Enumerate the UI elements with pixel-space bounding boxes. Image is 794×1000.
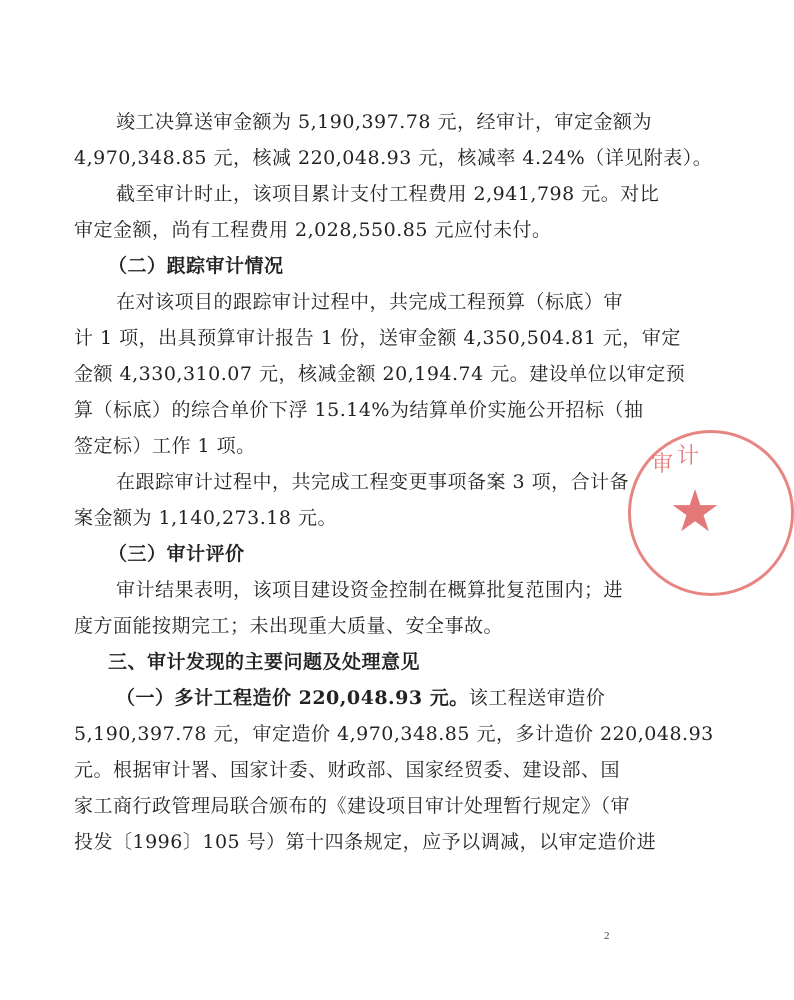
page-number: 2 xyxy=(604,930,610,942)
para-2-line-2: 审定金额，尚有工程费用 2,028,550.85 元应付未付。 xyxy=(74,219,552,241)
official-seal xyxy=(628,430,794,596)
section-heading-2: （二）跟踪审计情况 xyxy=(108,255,284,277)
seal-char-1: 审 xyxy=(651,452,674,477)
issue-heading-1: （一）多计工程造价 220,048.93 元。 xyxy=(116,687,469,709)
section-heading-3: （三）审计评价 xyxy=(108,543,245,565)
para-3-line-1: 在对该项目的跟踪审计过程中，共完成工程预算（标底）审 xyxy=(116,291,624,313)
chapter-heading-3: 三、审计发现的主要问题及处理意见 xyxy=(108,651,421,673)
para-6-line-3: 元。根据审计署、国家计委、财政部、国家经贸委、建设部、国 xyxy=(74,759,621,781)
star-icon: ★ xyxy=(669,477,721,545)
para-3-line-3: 金额 4,330,310.07 元，核减金额 20,194.74 元。建设单位以审定预 xyxy=(74,363,686,385)
para-3-line-2: 计 1 项，出具预算审计报告 1 份，送审金额 4,350,504.81 元，审定 xyxy=(74,327,681,349)
para-6-line-5: 投发〔1996〕105 号）第十四条规定，应予以调减，以审定造价进 xyxy=(74,831,657,853)
seal-char-2: 计 xyxy=(677,444,700,469)
issue-1-text-start: 该工程送审造价 xyxy=(468,687,606,709)
para-2-line-1: 截至审计时止，该项目累计支付工程费用 2,941,798 元。对比 xyxy=(116,183,660,205)
para-5-line-2: 度方面能按期完工；未出现重大质量、安全事故。 xyxy=(74,615,504,637)
para-6-line-4: 家工商行政管理局联合颁布的《建设项目审计处理暂行规定》（审 xyxy=(74,795,631,817)
para-3-line-4: 算（标底）的综合单价下浮 15.14%为结算单价实施公开招标（抽 xyxy=(74,399,644,421)
para-3-line-5: 签定标）工作 1 项。 xyxy=(74,435,256,457)
para-1-line-2: 4,970,348.85 元，核减 220,048.93 元，核减率 4.24%（详见附表）。 xyxy=(74,147,713,169)
para-4-line-1: 在跟踪审计过程中，共完成工程变更事项备案 3 项，合计备 xyxy=(116,471,630,493)
para-1-line-1: 竣工决算送审金额为 5,190,397.78 元，经审计，审定金额为 xyxy=(116,111,652,133)
para-6-line-1 xyxy=(116,686,605,710)
para-6-line-2: 5,190,397.78 元，审定造价 4,970,348.85 元，多计造价 220,048.93 xyxy=(74,723,714,745)
para-4-line-2: 案金额为 1,140,273.18 元。 xyxy=(74,507,337,529)
para-5-line-1: 审计结果表明，该项目建设资金控制在概算批复范围内；进 xyxy=(116,579,624,601)
